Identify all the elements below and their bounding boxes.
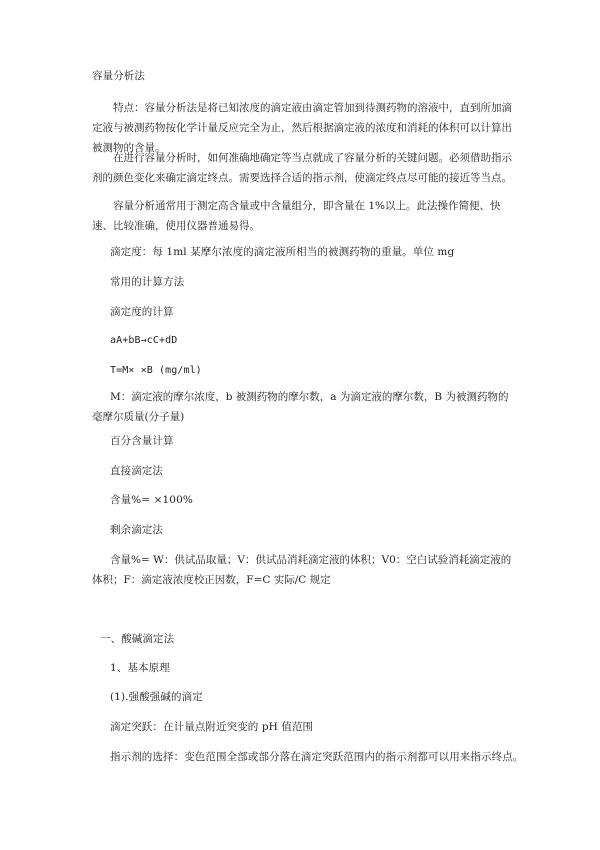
calc-methods-heading: 常用的计算方法: [110, 276, 185, 288]
endpoint-paragraph: 在进行容量分析时，如何准确地确定等当点就成了容量分析的关键问题。必须借助指示剂的颜色变化来确定滴定终点。需要选择合适的指示剂，使滴定终点尽可能的接近等当点。: [92, 152, 512, 184]
section-acid-base: 一、酸碱滴定法: [100, 633, 175, 645]
titer-definition: 滴定度：每 1ml 某摩尔浓度的滴定液所相当的被测药物的重量。单位 mg: [110, 246, 455, 258]
usage-paragraph: 容量分析通常用于测定高含量或中含量组分，即含量在 1%以上。此法操作简便、快速、比较准确，使用仪器普通易得。: [92, 200, 501, 232]
symbols-paragraph: M：滴定液的摩尔浓度，b 被测药物的摩尔数，a 为滴定液的摩尔数，B 为被测药物的毫摩尔质量(分子量): [92, 391, 509, 423]
reaction-equation: aA+bB→cC+dD: [110, 335, 178, 346]
back-formula-paragraph: 含量%= W：供试品取量；V：供试品消耗滴定液的体积；V0：空白试验消耗滴定液的体积；F：滴定液浓度校正因数，F=C 实际/C 规定: [92, 554, 512, 586]
titer-calc-heading: 滴定度的计算: [110, 306, 174, 318]
direct-formula: 含量%= ×100%: [110, 494, 193, 506]
features-paragraph: 特点：容量分析法是将已知浓度的滴定液由滴定管加到待测药物的溶液中，直到所加滴定液与被测药物按化学计量反应完全为止，然后根据滴定液的浓度和消耗的体积可以计算出被测物的含量。: [92, 102, 512, 154]
back-titration-heading: 剩余滴定法: [110, 524, 163, 536]
percent-calc-heading: 百分含量计算: [110, 435, 174, 447]
titration-jump: 滴定突跃：在计量点附近突变的 pH 值范围: [110, 721, 314, 733]
principle-heading: 1、基本原理: [110, 662, 170, 674]
titer-formula: T=M× ×B (mg/ml): [110, 365, 202, 376]
direct-titration-heading: 直接滴定法: [110, 465, 163, 477]
doc-title: 容量分析法: [92, 70, 145, 82]
indicator-selection: 指示剂的选择：变色范围全部或部分落在滴定突跃范围内的指示剂都可以用来指示终点。: [110, 751, 524, 763]
strong-acid-base-heading: (1).强酸强碱的滴定: [110, 691, 203, 703]
